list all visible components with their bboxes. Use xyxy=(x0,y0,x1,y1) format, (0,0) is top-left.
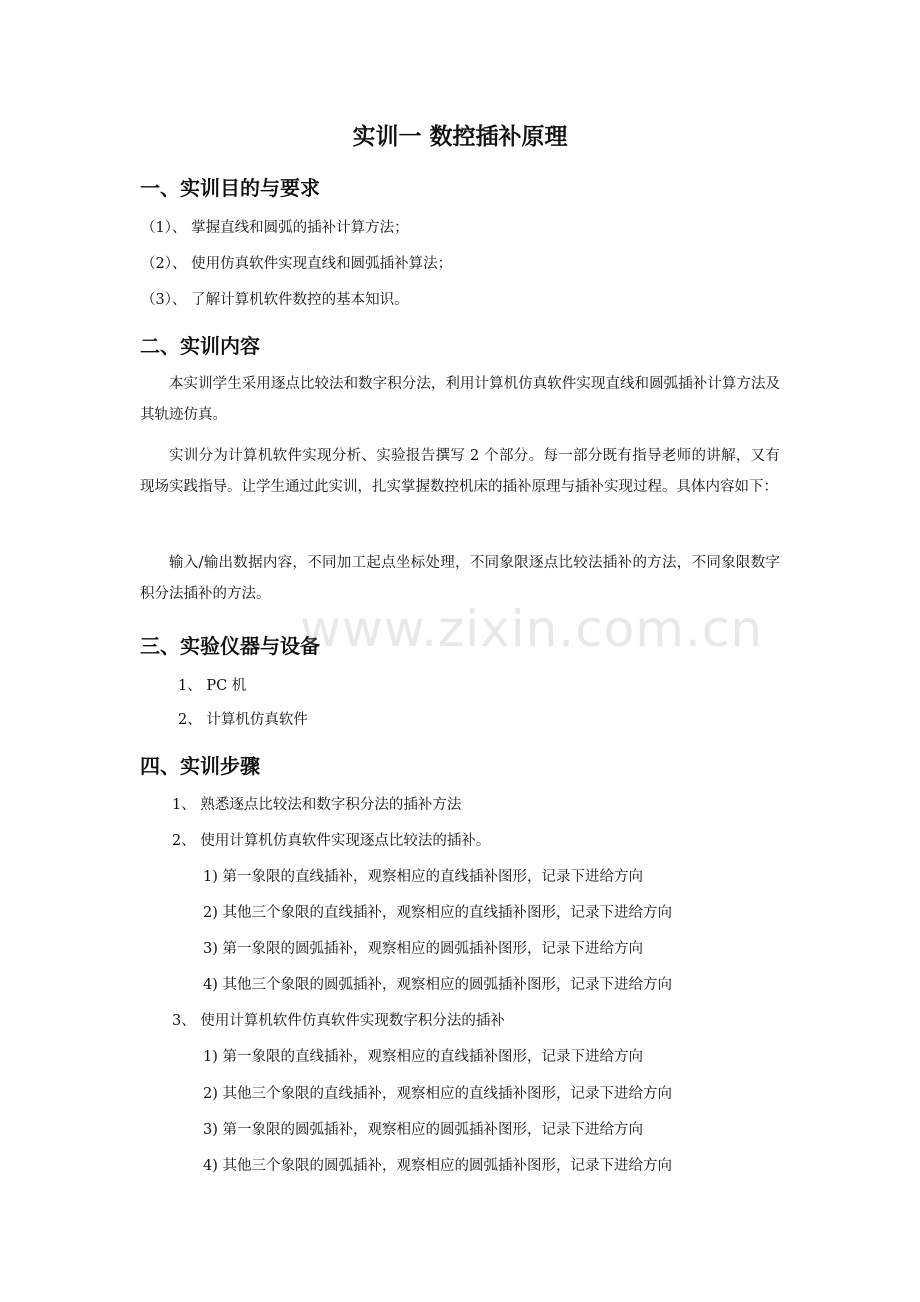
objective-item: （3）、 了解计算机软件数控的基本知识。 xyxy=(141,292,409,308)
watermark-text: www.zixin.com.cn xyxy=(300,600,764,658)
step-item: 1、 熟悉逐点比较法和数字积分法的插补方法 xyxy=(172,797,462,813)
objective-item: （2）、 使用仿真软件实现直线和圆弧插补算法； xyxy=(141,256,453,272)
substep-item: 4) 其他三个象限的圆弧插补，观察相应的圆弧插补图形，记录下进给方向 xyxy=(203,977,672,993)
substep-item: 1) 第一象限的直线插补，观察相应的直线插补图形，记录下进给方向 xyxy=(203,869,643,885)
objective-item: （1）、 掌握直线和圆弧的插补计算方法； xyxy=(141,220,409,236)
content-paragraph: 输入/输出数据内容，不同加工起点坐标处理，不同象限逐点比较法插补的方法，不同象限数字积分法插补的方法。 xyxy=(140,555,780,602)
substep-item: 2) 其他三个象限的直线插补，观察相应的直线插补图形，记录下进给方向 xyxy=(203,1086,672,1102)
section-heading-equipment: 三、实验仪器与设备 xyxy=(140,634,320,658)
section-heading-content: 二、实训内容 xyxy=(140,334,260,358)
section-heading-objectives: 一、实训目的与要求 xyxy=(140,176,320,200)
content-paragraph: 本实训学生采用逐点比较法和数字积分法，利用计算机仿真软件实现直线和圆弧插补计算方法及其轨迹仿真。 xyxy=(140,376,780,423)
content-paragraph: 实训分为计算机软件实现分析、实验报告撰写 2 个部分。每一部分既有指导老师的讲解，又有现场实践指导。让学生通过此实训，扎实掌握数控机床的插补原理与插补实现过程。具体内容如下： xyxy=(140,448,780,495)
equipment-item: 2、 计算机仿真软件 xyxy=(178,712,308,728)
section-heading-steps: 四、实训步骤 xyxy=(140,754,260,778)
substep-item: 2) 其他三个象限的直线插补，观察相应的直线插补图形，记录下进给方向 xyxy=(203,905,672,921)
document-title: 实训一 数控插补原理 xyxy=(352,124,568,150)
substep-item: 4) 其他三个象限的圆弧插补，观察相应的圆弧插补图形，记录下进给方向 xyxy=(203,1158,672,1174)
substep-item: 3) 第一象限的圆弧插补，观察相应的圆弧插补图形，记录下进给方向 xyxy=(203,1122,643,1138)
step-item: 3、 使用计算机软件仿真软件实现数字积分法的插补 xyxy=(172,1013,505,1029)
substep-item: 1) 第一象限的直线插补，观察相应的直线插补图形，记录下进给方向 xyxy=(203,1049,643,1065)
equipment-item: 1、 PC 机 xyxy=(178,678,247,694)
substep-item: 3) 第一象限的圆弧插补，观察相应的圆弧插补图形，记录下进给方向 xyxy=(203,941,643,957)
step-item: 2、 使用计算机仿真软件实现逐点比较法的插补。 xyxy=(172,833,491,849)
